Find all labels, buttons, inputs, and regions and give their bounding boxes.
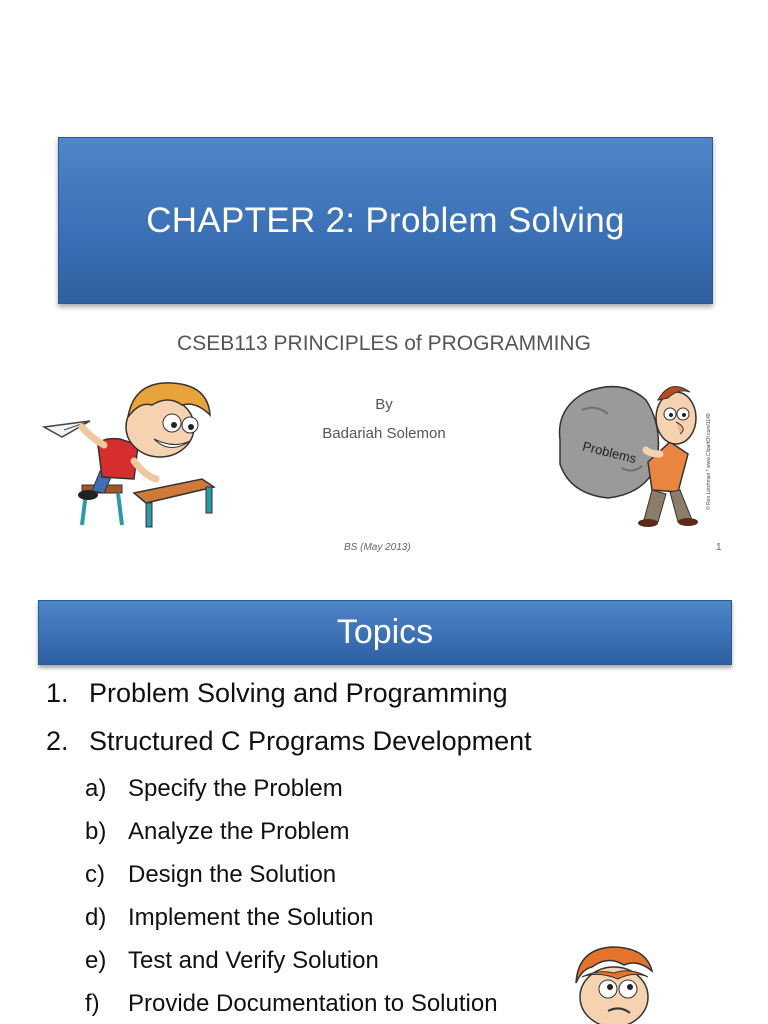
- course-subtitle: CSEB113 PRINCIPLES of PROGRAMMING: [177, 332, 591, 355]
- sub-list-item-letter: d): [85, 904, 107, 931]
- sub-list-item-letter: f): [85, 990, 100, 1017]
- topics-slide: [0, 575, 768, 1024]
- list-item: [46, 726, 532, 757]
- topics-title: Topics: [336, 613, 434, 651]
- list-item: [46, 678, 508, 709]
- topics-banner: [38, 600, 732, 665]
- by-label: By: [375, 396, 393, 413]
- slide-title: CHAPTER 2: Problem Solving: [146, 200, 625, 240]
- slide-footer: BS (May 2013): [344, 542, 411, 553]
- sub-list-item-text: Specify the Problem: [128, 775, 343, 802]
- man-pushing-rock-illustration: [552, 370, 720, 530]
- title-banner: [58, 137, 713, 304]
- list-item-text: Problem Solving and Programming: [89, 678, 508, 708]
- sub-list-item-text: Implement the Solution: [128, 904, 374, 931]
- sub-list-item-text: Design the Solution: [128, 861, 337, 888]
- list-item-text: Structured C Programs Development: [89, 726, 532, 756]
- sub-list-item: [85, 947, 379, 975]
- sub-list-item-letter: a): [85, 775, 107, 802]
- sub-list-item-text: Provide Documentation to Solution: [128, 990, 498, 1017]
- sub-list-item-text: Test and Verify Solution: [128, 947, 379, 974]
- svg-text:© Ron Leishman * www.ClipartOf: © Ron Leishman * www.ClipartOf.com/1149: [706, 413, 712, 510]
- thinking-boy-illustration: [568, 943, 658, 1024]
- sub-list-item-letter: e): [85, 947, 107, 974]
- sub-list-item-letter: c): [85, 861, 105, 888]
- sub-list-item: [85, 904, 373, 932]
- sub-list-item: [85, 818, 349, 846]
- sub-list-item: [85, 775, 343, 803]
- slide-number: 1: [716, 542, 722, 553]
- boy-with-paper-plane-illustration: [42, 375, 222, 530]
- rock-label: Problems: [581, 438, 638, 467]
- list-item-number: 2.: [46, 726, 69, 756]
- author-name: Badariah Solemon: [322, 425, 446, 442]
- sub-list-item: [85, 861, 336, 889]
- sub-list-item-letter: b): [85, 818, 107, 845]
- sub-list-item-text: Analyze the Problem: [128, 818, 350, 845]
- sub-list-item: [85, 990, 498, 1018]
- list-item-number: 1.: [46, 678, 69, 708]
